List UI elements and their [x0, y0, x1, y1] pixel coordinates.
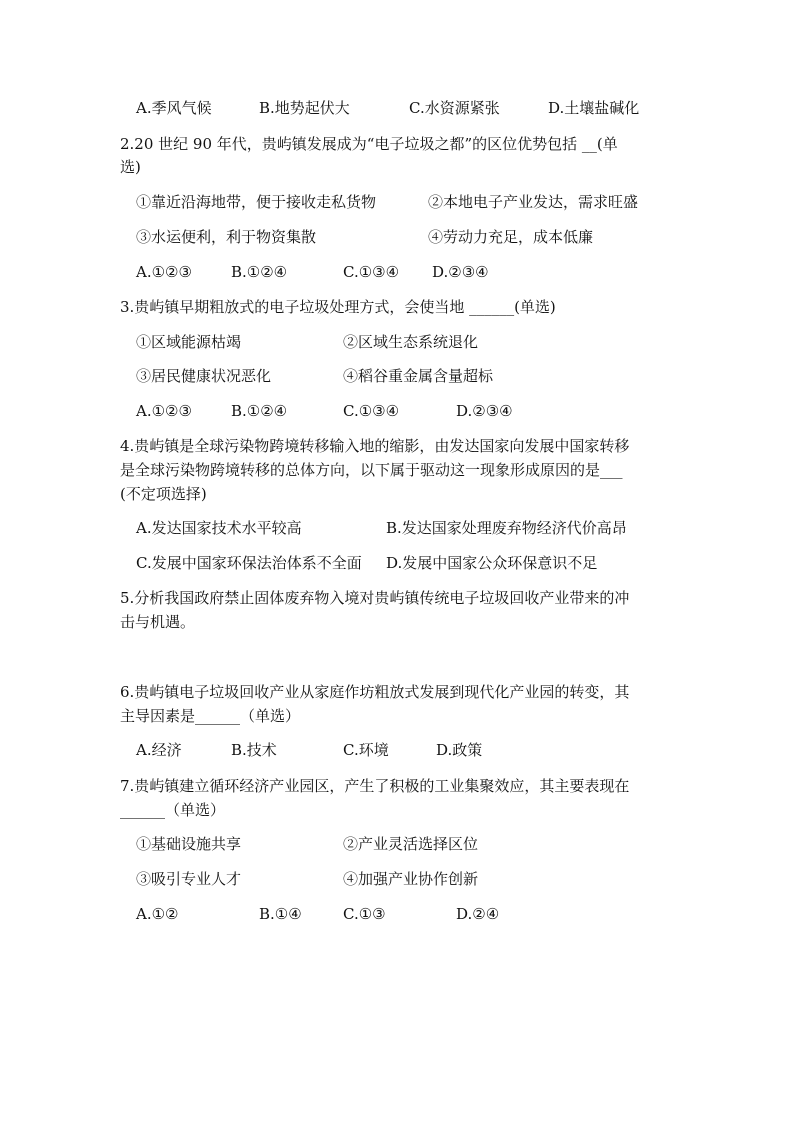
q2-stem-line1: 2.20 世纪 90 年代，贵屿镇发展成为“电子垃圾之都”的区位优势包括 __(单	[120, 135, 618, 153]
q7-statement-2: ②产业灵活选择区位	[343, 835, 479, 853]
q5-stem-line2: 击与机遇。	[120, 613, 196, 631]
q2-option-a: A.①②③	[136, 263, 192, 281]
q7-statement-3: ③吸引专业人才	[136, 870, 242, 888]
q3-option-d: D.②③④	[456, 402, 513, 420]
q1-option-c: C.水资源紧张	[409, 99, 500, 117]
q1-option-d: D.土壤盐碱化	[548, 99, 640, 117]
q7-statement-4: ④加强产业协作创新	[343, 870, 479, 888]
q4-option-d: D.发展中国家公众环保意识不足	[386, 554, 598, 572]
q5-stem-line1: 5.分析我国政府禁止固体废弃物入境对贵屿镇传统电子垃圾回收产业带来的冲	[120, 589, 630, 607]
q3-statement-1: ①区域能源枯竭	[136, 333, 242, 351]
q6-option-b: B.技术	[231, 741, 277, 759]
q2-option-c: C.①③④	[343, 263, 400, 281]
q7-stem-line2: ______（单选）	[120, 801, 226, 819]
q2-stem-line2: 选)	[120, 158, 141, 176]
q7-option-c: C.①③	[343, 905, 386, 923]
q6-option-d: D.政策	[436, 741, 483, 759]
q7-option-a: A.①②	[136, 905, 179, 923]
q2-option-b: B.①②④	[231, 263, 288, 281]
q7-stem-line1: 7.贵屿镇建立循环经济产业园区，产生了积极的工业集聚效应，其主要表现在	[120, 777, 630, 795]
q2-statement-4: ④劳动力充足，成本低廉	[428, 228, 594, 246]
q7-option-b: B.①④	[259, 905, 302, 923]
q4-stem-line3: (不定项选择)	[120, 485, 207, 503]
q7-option-d: D.②④	[456, 905, 500, 923]
q1-option-b: B.地势起伏大	[259, 99, 350, 117]
q3-option-a: A.①②③	[136, 402, 192, 420]
q2-statement-3: ③水运便利，利于物资集散	[136, 228, 317, 246]
q4-option-a: A.发达国家技术水平较高	[136, 519, 302, 537]
q6-stem-line2: 主导因素是______（单选）	[120, 707, 301, 725]
q3-statement-2: ②区域生态系统退化	[343, 333, 479, 351]
q3-option-b: B.①②④	[231, 402, 288, 420]
q6-option-a: A.经济	[136, 741, 182, 759]
q4-stem-line1: 4.贵屿镇是全球污染物跨境转移输入地的缩影，由发达国家向发展中国家转移	[120, 437, 630, 455]
q1-option-a: A.季风气候	[136, 99, 212, 117]
q3-option-c: C.①③④	[343, 402, 400, 420]
q6-option-c: C.环境	[343, 741, 389, 759]
q2-statement-1: ①靠近沿海地带，便于接收走私货物	[136, 193, 377, 211]
q3-stem: 3.贵屿镇早期粗放式的电子垃圾处理方式，会使当地 ______(单选)	[120, 298, 556, 316]
q2-option-d: D.②③④	[432, 263, 489, 281]
q6-stem-line1: 6.贵屿镇电子垃圾回收产业从家庭作坊粗放式发展到现代化产业园的转变，其	[120, 683, 630, 701]
q4-option-b: B.发达国家处理废弃物经济代价高昂	[386, 519, 627, 537]
q4-stem-line2: 是全球污染物跨境转移的总体方向，以下属于驱动这一现象形成原因的是___	[120, 461, 623, 479]
q3-statement-4: ④稻谷重金属含量超标	[343, 367, 494, 385]
q7-statement-1: ①基础设施共享	[136, 835, 242, 853]
q2-statement-2: ②本地电子产业发达，需求旺盛	[428, 193, 639, 211]
q4-option-c: C.发展中国家环保法治体系不全面	[136, 554, 362, 572]
q3-statement-3: ③居民健康状况恶化	[136, 367, 272, 385]
